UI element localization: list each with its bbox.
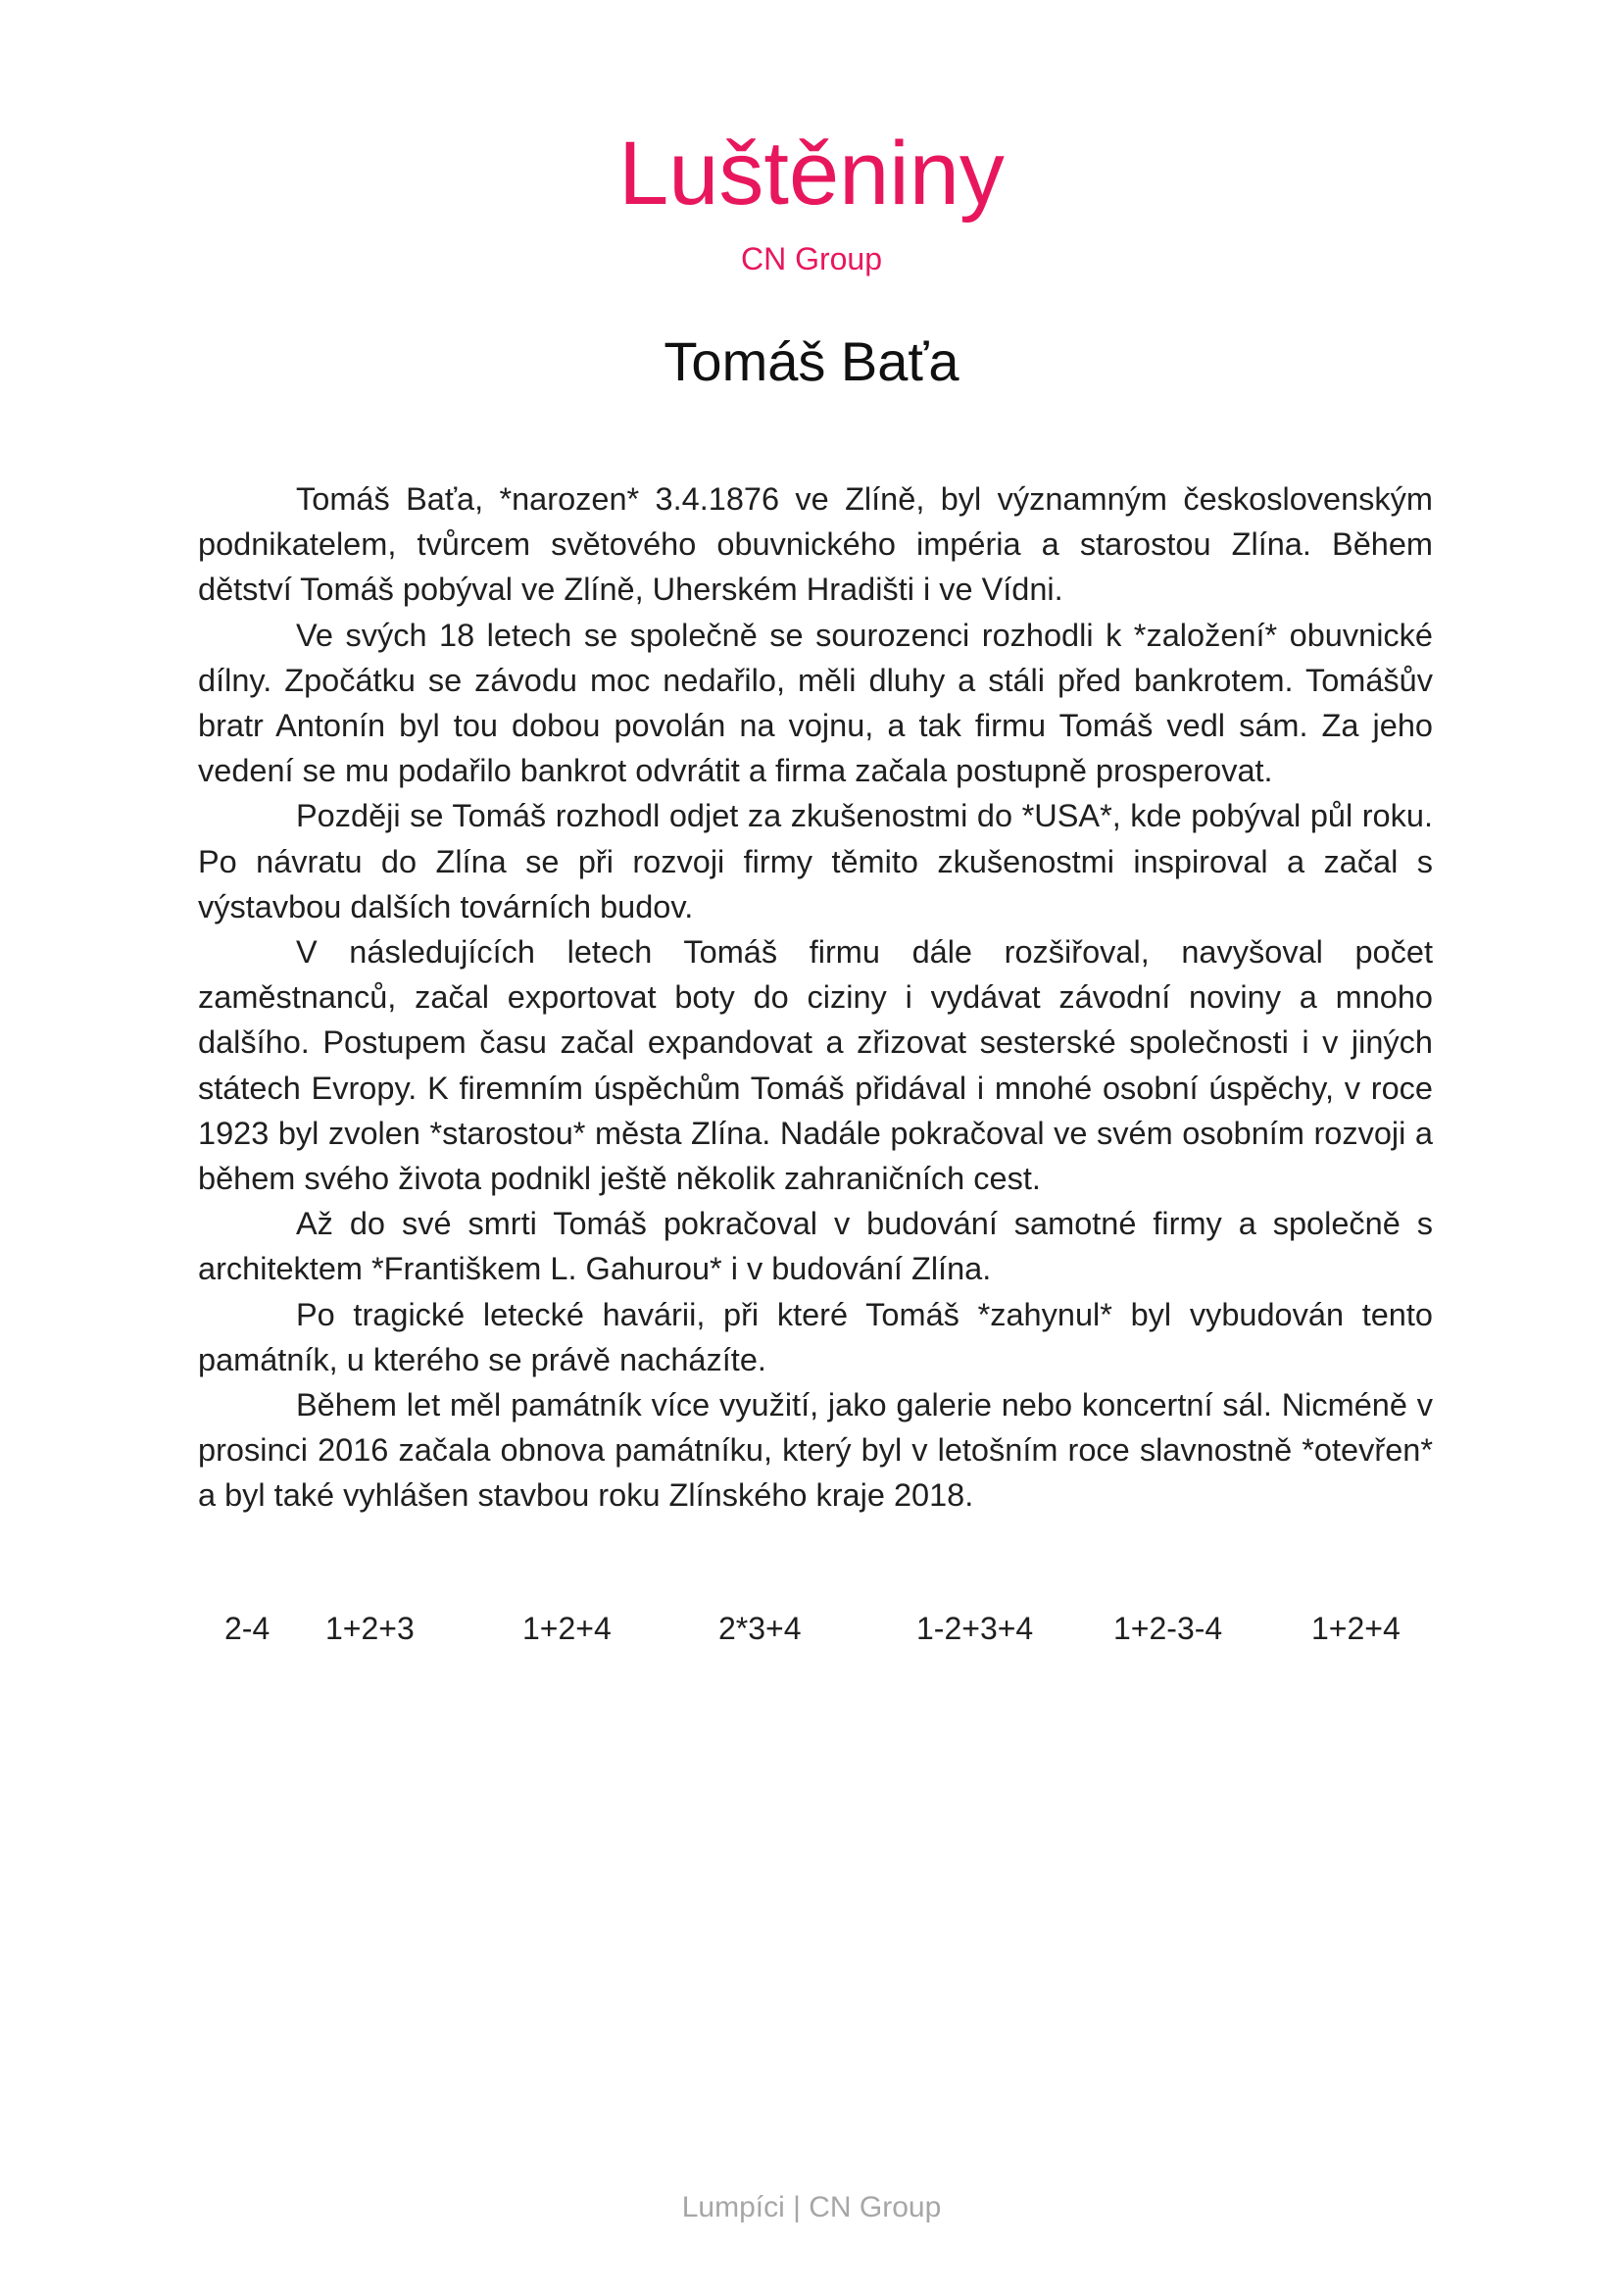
main-title: Luštěniny (618, 124, 1005, 224)
code-row (0, 1609, 1623, 1648)
paragraph: Po tragické letecké havárii, při které Tomáš *zahynul* byl vybudován tento památník, u kterého se právě nacházíte. (198, 1296, 1433, 1377)
code-item: 2-4 (224, 1611, 270, 1646)
code-item: 1+2+3 (325, 1611, 415, 1646)
document-title: Tomáš Baťa (664, 330, 959, 392)
subtitle: CN Group (740, 241, 883, 276)
code-item: 1+2-3-4 (1113, 1611, 1223, 1646)
paragraph: Ve svých 18 letech se společně se sourozenci rozhodli k *založení* obuvnické dílny. Zpočátku se závodu moc nedařilo, měli dluhy a stáli před bankrotem. Tomášův bratr Antonín byl tou dobou povolán na vojnu, a tak firmu Tomáš vedl sám. Za jeho vedení se mu podařilo bankrot odvrátit a firma začala postupně prosperovat. (198, 617, 1433, 789)
paragraph: Během let měl památník více využití, jako galerie nebo koncertní sál. Nicméně v prosinci 2016 začala obnova památníku, který byl v letošním roce slavnostně *otevřen* a byl také vyhlášen stavbou roku Zlínského kraje 2018. (198, 1387, 1433, 1514)
code-item: 1+2+4 (1311, 1611, 1401, 1646)
paragraph: Později se Tomáš rozhodl odjet za zkušenostmi do *USA*, kde pobýval půl roku. Po návratu do Zlína se při rozvoji firmy těmito zkušenostmi inspiroval a začal s výstavbou dalších továrních budov. (198, 798, 1433, 924)
page-footer: Lumpíci | CN Group (681, 2191, 942, 2223)
paragraph: Tomáš Baťa, *narozen* 3.4.1876 ve Zlíně, byl významným československým podnikatelem, tvůrcem světového obuvnického impéria a starostou Zlína. Během dětství Tomáš pobýval ve Zlíně, Uherském Hradišti i ve Vídni. (198, 481, 1433, 608)
code-item: 2*3+4 (718, 1611, 802, 1646)
body-text (198, 476, 1433, 1519)
code-item: 1-2+3+4 (916, 1611, 1034, 1646)
page-header (0, 120, 1623, 278)
code-item: 1+2+4 (522, 1611, 612, 1646)
paragraph: Až do své smrti Tomáš pokračoval v budování samotné firmy a společně s architektem *Františkem L. Gahurou* i v budování Zlína. (198, 1206, 1433, 1287)
paragraph: V následujících letech Tomáš firmu dále rozšiřoval, navyšoval počet zaměstnanců, začal exportovat boty do ciziny i vydávat závodní noviny a mnoho dalšího. Postupem času začal expandovat a zřizovat sesterské společnosti i v jiných státech Evropy. K firemním úspěchům Tomáš přidával i mnohé osobní úspěchy, v roce 1923 byl zvolen *starostou* města Zlína. Nadále pokračoval ve svém osobním rozvoji a během svého života podnikl ještě několik zahraničních cest. (198, 934, 1433, 1197)
